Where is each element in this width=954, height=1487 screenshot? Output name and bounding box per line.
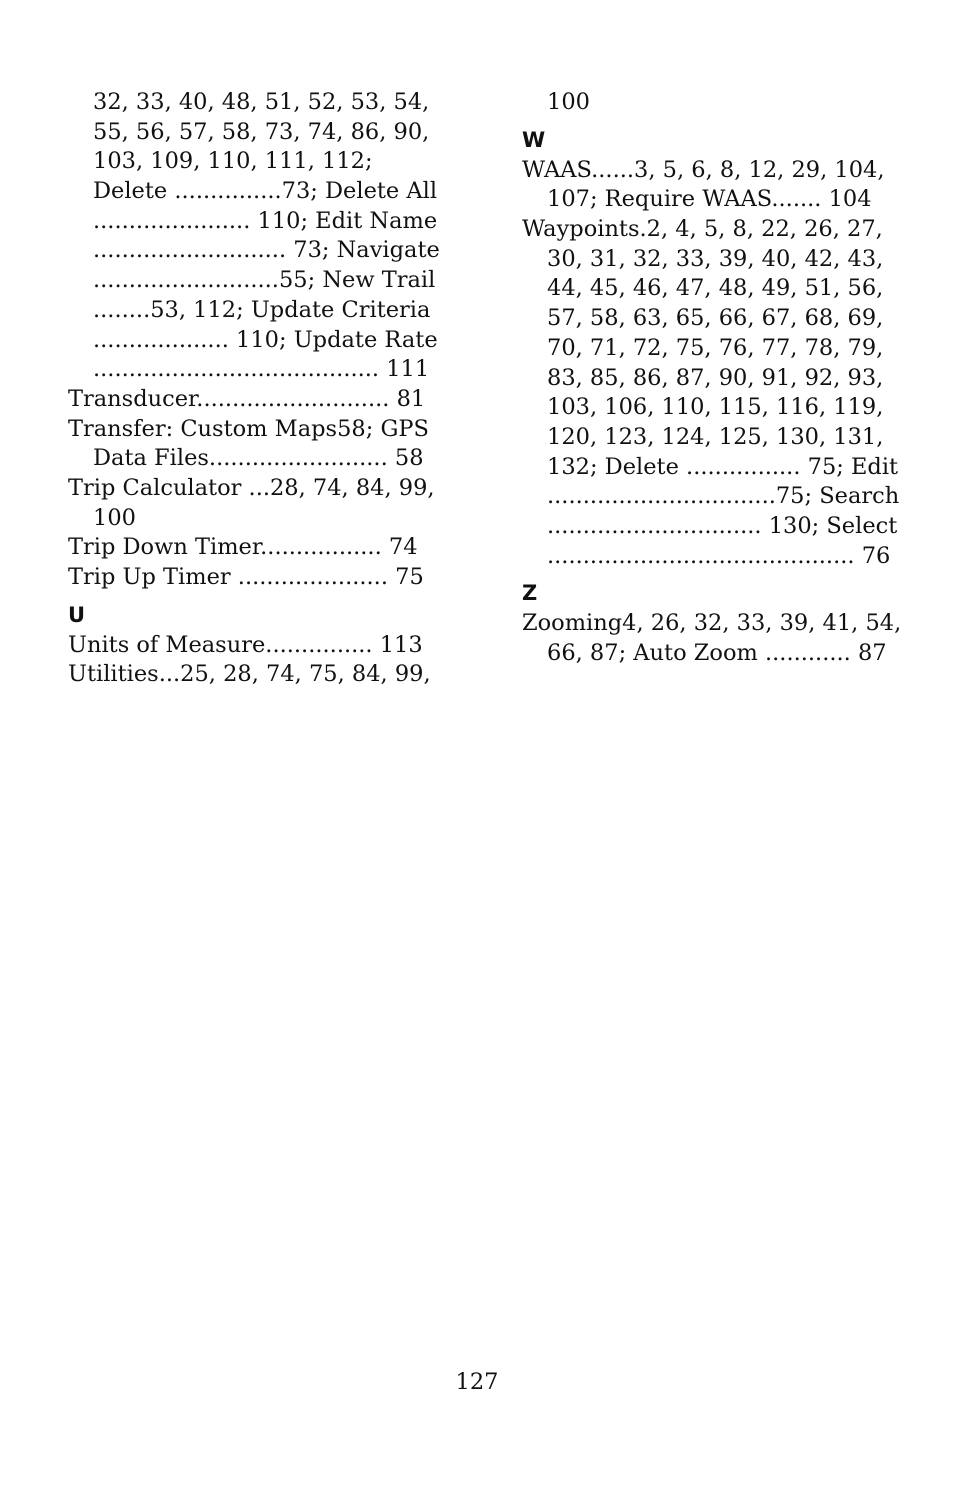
page-number: 127: [455, 1369, 499, 1395]
index-entry-continuation: Data Files......................... 58: [93, 445, 424, 472]
index-entry-continuation: ........................... 73; Navigate: [93, 237, 440, 264]
index-entry-continuation: 57, 58, 63, 65, 66, 67, 68, 69,: [547, 305, 884, 332]
index-entry-continuation: Delete ...............73; Delete All: [93, 178, 438, 205]
index-column-left: [68, 88, 440, 690]
index-entry-continuation: ........................................ 111: [93, 356, 430, 383]
index-entry-continuation: 44, 45, 46, 47, 48, 49, 51, 56,: [547, 275, 884, 302]
index-entry-continuation: 100: [547, 89, 590, 115]
index-entry-continuation: ........53, 112; Update Criteria: [93, 296, 431, 323]
index-entry-continuation: 120, 123, 124, 125, 130, 131,: [547, 423, 884, 450]
index-entry: Trip Up Timer ..................... 75: [68, 564, 424, 590]
index-entry-continuation: .............................. 130; Select: [547, 512, 898, 539]
index-entry: Trip Down Timer................. 74: [68, 534, 418, 561]
index-entry-continuation: 32, 33, 40, 48, 51, 52, 53, 54,: [93, 89, 430, 115]
index-section-letter: W: [522, 127, 546, 152]
index-entry-continuation: 30, 31, 32, 33, 39, 40, 42, 43,: [547, 245, 884, 272]
index-entry-continuation: 55, 56, 57, 58, 73, 74, 86, 90,: [93, 118, 430, 145]
index-entry-continuation: 107; Require WAAS....... 104: [547, 186, 872, 213]
index-entry-continuation: ........................................... 76: [547, 542, 891, 569]
index-section-letter: U: [68, 602, 86, 627]
index-entry: Units of Measure............... 113: [68, 631, 423, 658]
index-entry-continuation: 132; Delete ................ 75; Edit: [547, 453, 899, 480]
index-entry-continuation: 100: [93, 504, 136, 531]
index-entry-continuation: 83, 85, 86, 87, 90, 91, 92, 93,: [547, 364, 884, 391]
index-entry: Transfer: Custom Maps58; GPS: [68, 415, 429, 442]
index-entry-continuation: 103, 106, 110, 115, 116, 119,: [547, 394, 884, 421]
index-column-right: [522, 88, 902, 669]
index-entry: Zooming4, 26, 32, 33, 39, 41, 54,: [522, 610, 902, 637]
index-entry-continuation: ................................75; Search: [547, 483, 900, 510]
index-entry-continuation: ..........................55; New Trail: [93, 267, 436, 294]
index-entry-continuation: ................... 110; Update Rate: [93, 326, 438, 353]
index-entry-continuation: 103, 109, 110, 111, 112;: [93, 148, 373, 175]
index-entry-continuation: ...................... 110; Edit Name: [93, 207, 438, 234]
index-entry: WAAS......3, 5, 6, 8, 12, 29, 104,: [522, 156, 885, 183]
index-entry-continuation: 70, 71, 72, 75, 76, 77, 78, 79,: [547, 334, 884, 361]
index-entry: Trip Calculator ...28, 74, 84, 99,: [68, 474, 435, 501]
index-entry-continuation: 66, 87; Auto Zoom ............ 87: [547, 640, 887, 666]
index-entry: Waypoints.2, 4, 5, 8, 22, 26, 27,: [522, 216, 883, 243]
index-entry: Utilities...25, 28, 74, 75, 84, 99,: [68, 661, 431, 688]
index-entry: Transducer........................... 81: [68, 385, 426, 412]
index-section-letter: Z: [522, 581, 538, 606]
